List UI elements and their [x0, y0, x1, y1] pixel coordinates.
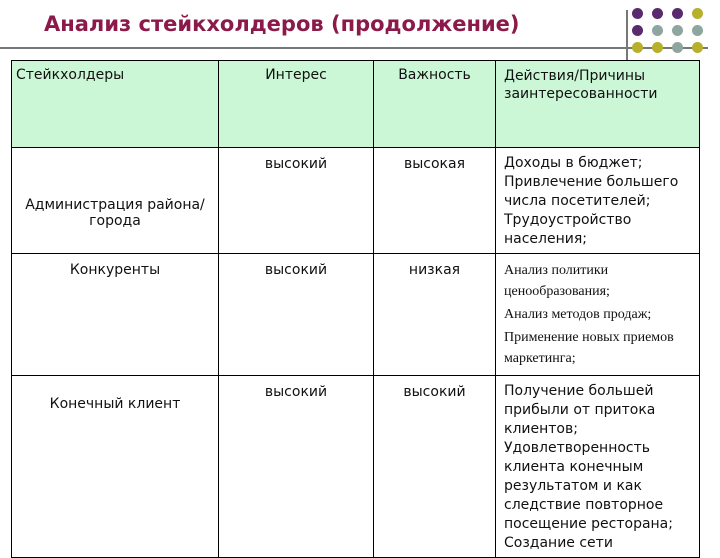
action-item: Удовлетворенность клиента конечным результатом и как следствие повторное посещение ресторана;	[504, 440, 673, 532]
action-item: Доходы в бюджет;	[504, 155, 643, 171]
decor-dot	[692, 25, 703, 36]
row-interest: высокий	[219, 148, 374, 254]
action-item: Применение новых приемов маркетинга;	[504, 330, 674, 366]
row-actions	[496, 148, 700, 254]
header-interest: Интерес	[219, 61, 374, 148]
decor-dot	[632, 42, 643, 53]
action-item: Трудоустройство населения;	[504, 212, 632, 247]
decor-dot	[672, 25, 683, 36]
header-stakeholders: Стейкхолдеры	[12, 61, 219, 148]
decor-horizontal-line	[0, 47, 708, 49]
row-interest: высокий	[219, 254, 374, 376]
action-item: Получение большей прибыли от притока клиентов;	[504, 383, 656, 437]
row-importance: высокий	[374, 376, 496, 558]
decor-dot	[632, 25, 643, 36]
row-actions	[496, 254, 700, 376]
decor-dot	[652, 8, 663, 19]
decor-dot	[692, 8, 703, 19]
decor-dot	[652, 25, 663, 36]
row-name: Конечный клиент	[12, 376, 219, 558]
row-importance: низкая	[374, 254, 496, 376]
decor-dot	[632, 8, 643, 19]
table-row	[12, 254, 700, 376]
row-actions	[496, 376, 700, 558]
action-item: Создание сети	[504, 535, 613, 551]
row-name: Администрация района/города	[12, 148, 219, 254]
table-row	[12, 148, 700, 254]
row-interest: высокий	[219, 376, 374, 558]
header-actions: Действия/Причины заинтересованности	[496, 61, 700, 148]
row-importance: высокая	[374, 148, 496, 254]
action-item: Анализ политики ценообразования;	[504, 263, 610, 299]
page-title: Анализ стейкхолдеров (продолжение)	[44, 12, 520, 36]
action-item: Анализ методов продаж;	[504, 307, 652, 322]
table-row	[12, 376, 700, 558]
header-importance: Важность	[374, 61, 496, 148]
stakeholder-table	[11, 60, 700, 558]
table-header-row	[12, 61, 700, 148]
action-item: Привлечение большего числа посетителей;	[504, 174, 679, 209]
decor-dot	[692, 42, 703, 53]
decor-dot	[672, 8, 683, 19]
decor-dot	[672, 42, 683, 53]
decor-dot	[652, 42, 663, 53]
decor-dot-grid	[632, 8, 716, 52]
row-name: Конкуренты	[12, 254, 219, 376]
